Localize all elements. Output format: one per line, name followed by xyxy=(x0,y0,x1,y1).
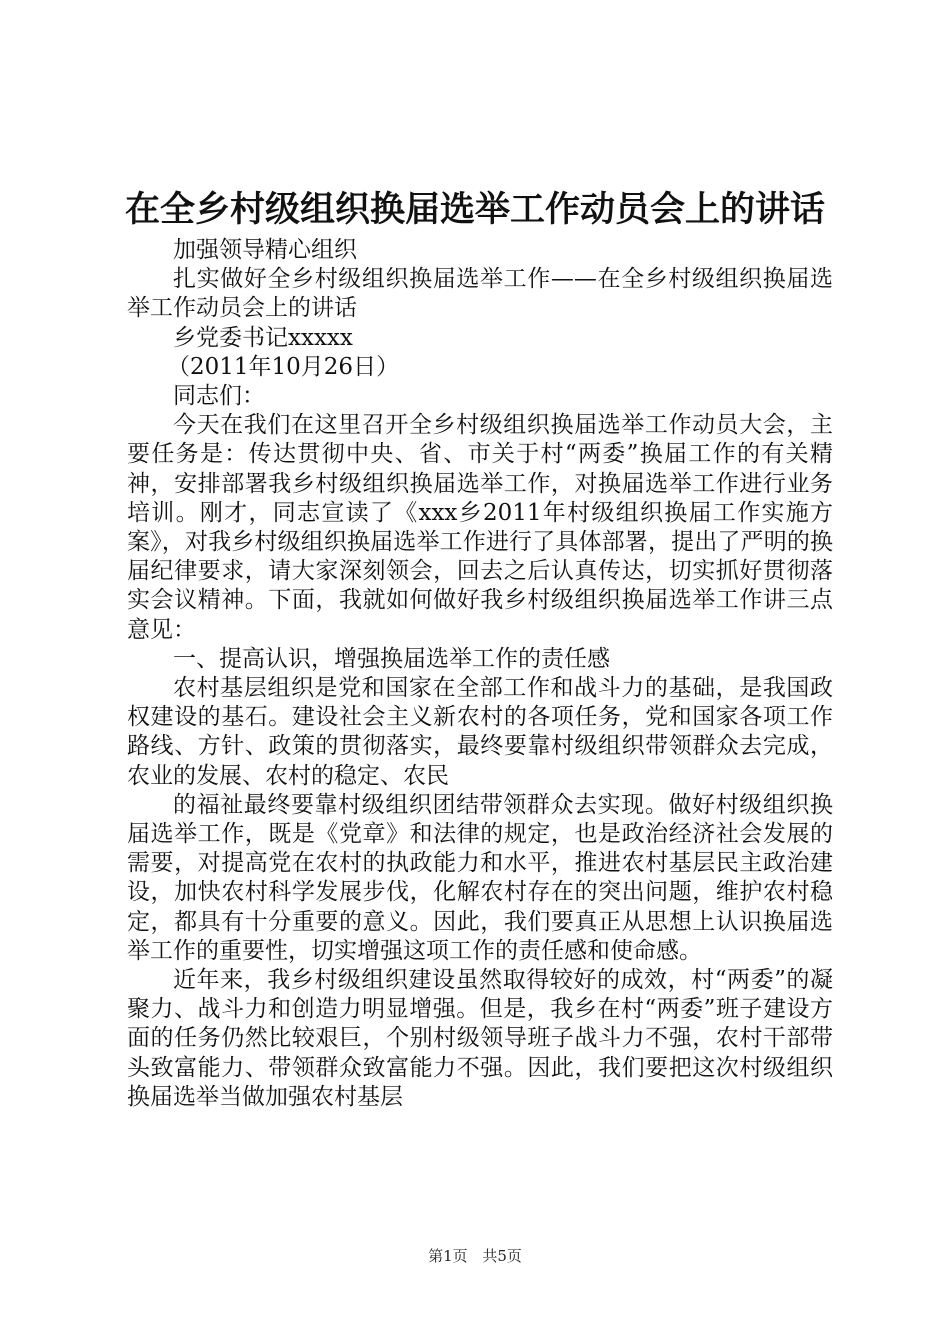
section-heading: 一、提高认识，增强换届选举工作的责任感 xyxy=(173,645,610,672)
speaker-line: 乡党委书记xxxxx xyxy=(173,324,353,351)
document-body xyxy=(127,236,833,1112)
subtitle-line: 加强领导精心组织 xyxy=(173,237,357,263)
page-total: 共5页 xyxy=(482,1247,522,1265)
page-footer xyxy=(0,1246,950,1266)
body-paragraph: 近年来，我乡村级组织建设虽然取得较好的成效，村“两委”的凝聚力、战斗力和创造力明显增强。但是，我乡在村“两委”班子建设方面的任务仍然比较艰巨，个别村级领导班子战斗力不强，农村干部带头致富能力、带领群众致富能力不强。因此，我们要把这次村级组织换届选举当做加强农村基层 xyxy=(127,967,833,1110)
page-number: 第1页 xyxy=(428,1247,468,1265)
document-title: 在全乡村级组织换届选举工作动员会上的讲话 xyxy=(124,190,825,230)
body-paragraph: 的福祉最终要靠村级组织团结带领群众去实现。做好村级组织换届选举工作，既是《党章》和法律的规定，也是政治经济社会发展的需要，对提高党在农村的执政能力和水平，推进农村基层民主政治建设，加快农村科学发展步伐，化解农村存在的突出问题，维护农村稳定，都具有十分重要的意义。因此，我们要真正从思想上认识换届选举工作的重要性，切实增强这项工作的责任感和使命感。 xyxy=(127,791,833,964)
body-paragraph: 农村基层组织是党和国家在全部工作和战斗力的基础，是我国政权建设的基石。建设社会主义新农村的各项任务，党和国家各项工作路线、方针、政策的贯彻落实，最终要靠村级组织带领群众去完成，农业的发展、农村的稳定、农民 xyxy=(127,675,833,789)
subtitle-heading: 扎实做好全乡村级组织换届选举工作——在全乡村级组织换届选举工作动员会上的讲话 xyxy=(127,266,833,322)
date-line: （2011年10月26日） xyxy=(167,353,400,380)
body-paragraph: 今天在我们在这里召开全乡村级组织换届选举工作动员大会，主要任务是：传达贯彻中央、省、市关于村“两委”换届工作的有关精神，安排部署我乡村级组织换届选举工作，对换届选举工作进行业务培训。刚才，同志宣读了《xxx乡2011年村级组织换届工作实施方案》，对我乡村级组织换届选举工作进行了具体部署，提出了严明的换届纪律要求，请大家深刻领会，回去之后认真传达，切实抓好贯彻落实会议精神。下面，我就如何做好我乡村级组织换届选举工作讲三点意见： xyxy=(127,412,833,643)
salutation: 同志们： xyxy=(173,383,265,410)
